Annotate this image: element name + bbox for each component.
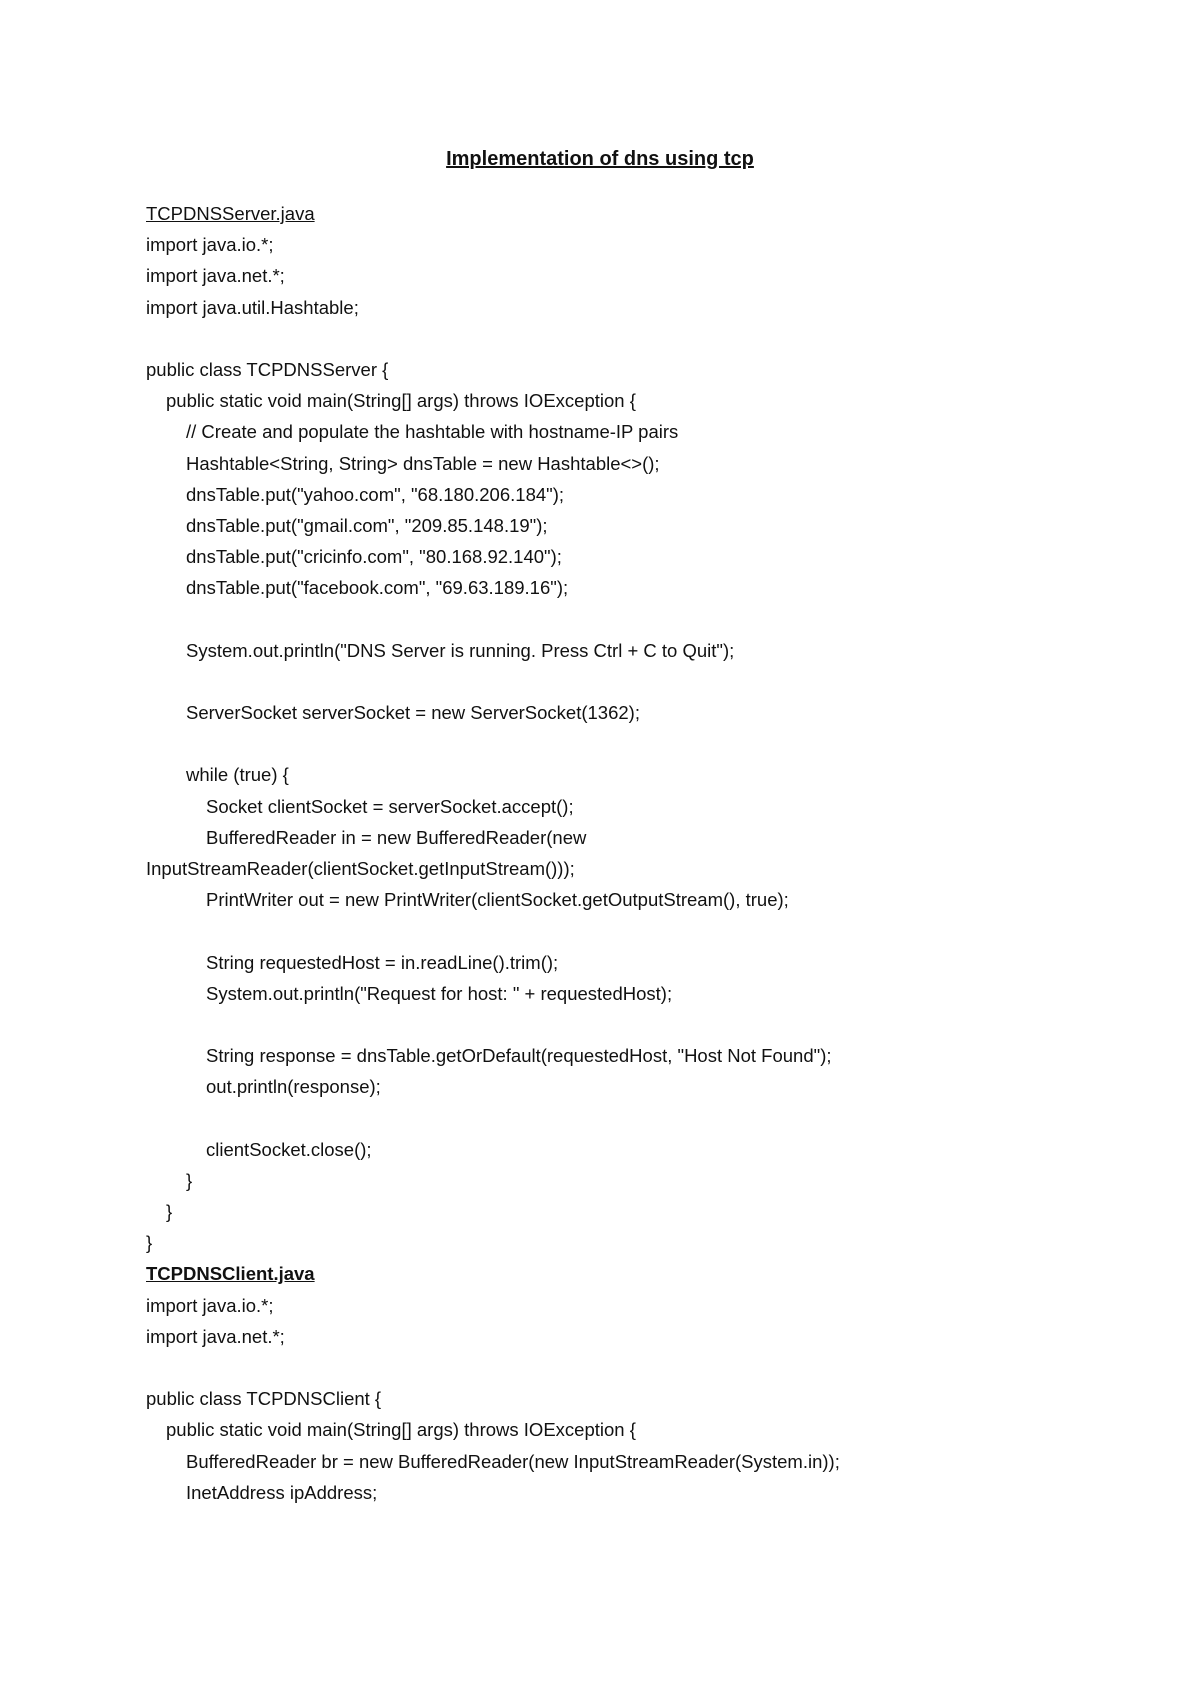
code-line: System.out.println("Request for host: " + requestedHost); <box>206 982 673 1004</box>
code-line <box>146 1102 1146 1133</box>
code-line: } <box>166 1201 173 1222</box>
code-line <box>146 1352 1146 1383</box>
code-line: BufferedReader in = new BufferedReader(new <box>206 826 587 848</box>
code-line <box>146 728 1146 759</box>
code-line: dnsTable.put("gmail.com", "209.85.148.19"); <box>186 514 548 536</box>
code-line <box>146 915 1146 946</box>
code-line: import java.util.Hashtable; <box>146 296 359 318</box>
code-line: BufferedReader br = new BufferedReader(new InputStreamReader(System.in)); <box>186 1450 840 1472</box>
code-line: public class TCPDNSServer { <box>146 358 389 380</box>
code-line: import java.io.*; <box>146 234 274 256</box>
code-line: String requestedHost = in.readLine().trim(); <box>206 951 559 973</box>
code-line <box>146 603 1146 634</box>
code-line: dnsTable.put("yahoo.com", "68.180.206.184"); <box>186 483 565 505</box>
code-line: InetAddress ipAddress; <box>186 1481 378 1503</box>
code-line: ServerSocket serverSocket = new ServerSocket(1362); <box>186 702 640 723</box>
client-filename-heading: TCPDNSClient.java <box>146 1263 315 1285</box>
document-body <box>146 198 1146 1508</box>
code-line: while (true) { <box>186 764 289 786</box>
code-line: String response = dnsTable.getOrDefault(requestedHost, "Host Not Found"); <box>206 1045 832 1067</box>
client-code-block <box>146 1290 1146 1508</box>
code-line: public static void main(String[] args) throws IOException { <box>166 1419 636 1441</box>
code-line: public class TCPDNSClient { <box>146 1388 382 1410</box>
code-line: clientSocket.close(); <box>206 1138 372 1160</box>
code-line: PrintWriter out = new PrintWriter(clientSocket.getOutputStream(), true); <box>206 889 789 911</box>
code-line: import java.net.*; <box>146 265 285 287</box>
code-line <box>146 1009 1146 1040</box>
code-line: dnsTable.put("facebook.com", "69.63.189.16"); <box>186 577 569 599</box>
code-line: out.println(response); <box>206 1076 381 1098</box>
server-filename-heading: TCPDNSServer.java <box>146 203 315 224</box>
code-line: // Create and populate the hashtable with hostname-IP pairs <box>186 421 679 443</box>
server-code-block <box>146 229 1146 1258</box>
code-line <box>146 323 1146 354</box>
code-line: Socket clientSocket = serverSocket.accept(); <box>206 795 574 817</box>
code-line: System.out.println("DNS Server is running. Press Ctrl + C to Quit"); <box>186 639 735 661</box>
code-line: public static void main(String[] args) throws IOException { <box>166 390 636 412</box>
code-line: Hashtable<String, String> dnsTable = new Hashtable<>(); <box>186 452 660 474</box>
code-line: import java.net.*; <box>146 1325 285 1347</box>
code-line: } <box>186 1169 193 1191</box>
document-title: Implementation of dns using tcp <box>446 148 754 170</box>
code-line <box>146 666 1146 697</box>
code-line: } <box>146 1232 153 1254</box>
code-line: InputStreamReader(clientSocket.getInputStream())); <box>146 857 575 879</box>
code-line: import java.io.*; <box>146 1294 274 1316</box>
code-line: dnsTable.put("cricinfo.com", "80.168.92.140"); <box>186 546 562 568</box>
